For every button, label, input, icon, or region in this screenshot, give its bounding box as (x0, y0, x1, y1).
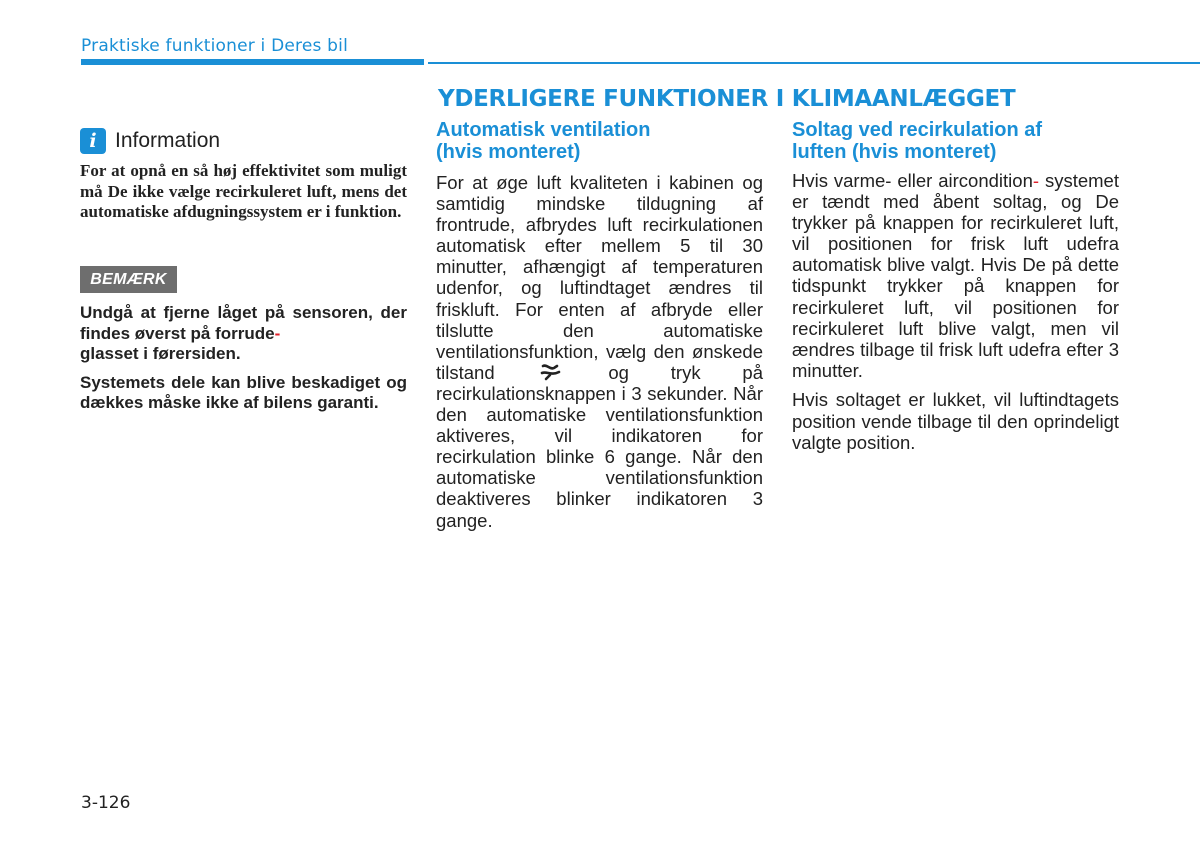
automatic-ventilation-body (436, 172, 763, 539)
sunroof-paragraph-2: Hvis soltaget er lukket, vil luftindtagets position vende tilbage til den oprindeligt valgte position. (792, 389, 1119, 453)
information-title: Information (115, 129, 221, 152)
header-rule-thin (428, 62, 1200, 64)
section-title: YDERLIGERE FUNKTIONER I KLIMAANLÆGGET (438, 86, 1016, 112)
note-paragraph-1: Undgå at fjerne låget på sensoren, der findes øverst på forrude- glasset i førersiden. (80, 303, 407, 363)
automatic-ventilation-title: Automatisk ventilation (hvis monteret) (436, 119, 651, 163)
sunroof-recirculation-title: Soltag ved recirkulation af luften (hvis monteret) (792, 119, 1043, 163)
note-paragraph-2: Systemets dele kan blive beskadiget og dækkes måske ikke af bilens garanti. (80, 372, 407, 412)
information-text: For at opnå en så høj effektivitet som muligt må De ikke vælge recirkuleret luft, mens det automatiske afdugningssystem er i funktion. (80, 161, 407, 221)
fan-airflow-icon (540, 363, 562, 381)
info-icon: i (80, 128, 106, 154)
sunroof-paragraph-1: Hvis varme- eller aircondition- systemet er tændt med åbent soltag, og De trykker på knappen for recirkuleret luft, vil positionen for frisk luft udefra automatisk blive valgt. Hvis De på dette tidspunkt trykker på knappen for recirkuleret luft, vil positionen for recirkuleret luft blive valgt, men vil ændres tilbage til frisk luft udefra efter 3 minutter. (792, 170, 1119, 381)
automatic-ventilation-paragraph: For at øge luft kvaliteten i kabinen og samtidig mindske tildugning af frontrude, afbrydes luft recirkulationen automatisk efter mellem 5 til 30 minutter, afhængigt af temperaturen udenfor, og luftindtaget ændres til friskluft. For enten af afbryde eller tilslutte den automatiske ventilationsfunktion, vælg den ønskede tilstand og tryk på recirkulationsknappen i 3 sekunder. Når den automatiske ventilationsfunktion aktiveres, vil indikatoren for recirkulation blinke 6 gange. Når den automatiske ventilationsfunktion deaktiveres blinker indikatoren 3 gange. (436, 172, 764, 531)
information-heading (80, 128, 220, 154)
page-number: 3-126 (81, 793, 131, 813)
note-text (80, 303, 407, 422)
header-rule-thick (81, 59, 424, 65)
sunroof-recirculation-body (792, 170, 1119, 461)
running-header: Praktiske funktioner i Deres bil (81, 36, 348, 56)
note-label: BEMÆRK (80, 266, 177, 293)
